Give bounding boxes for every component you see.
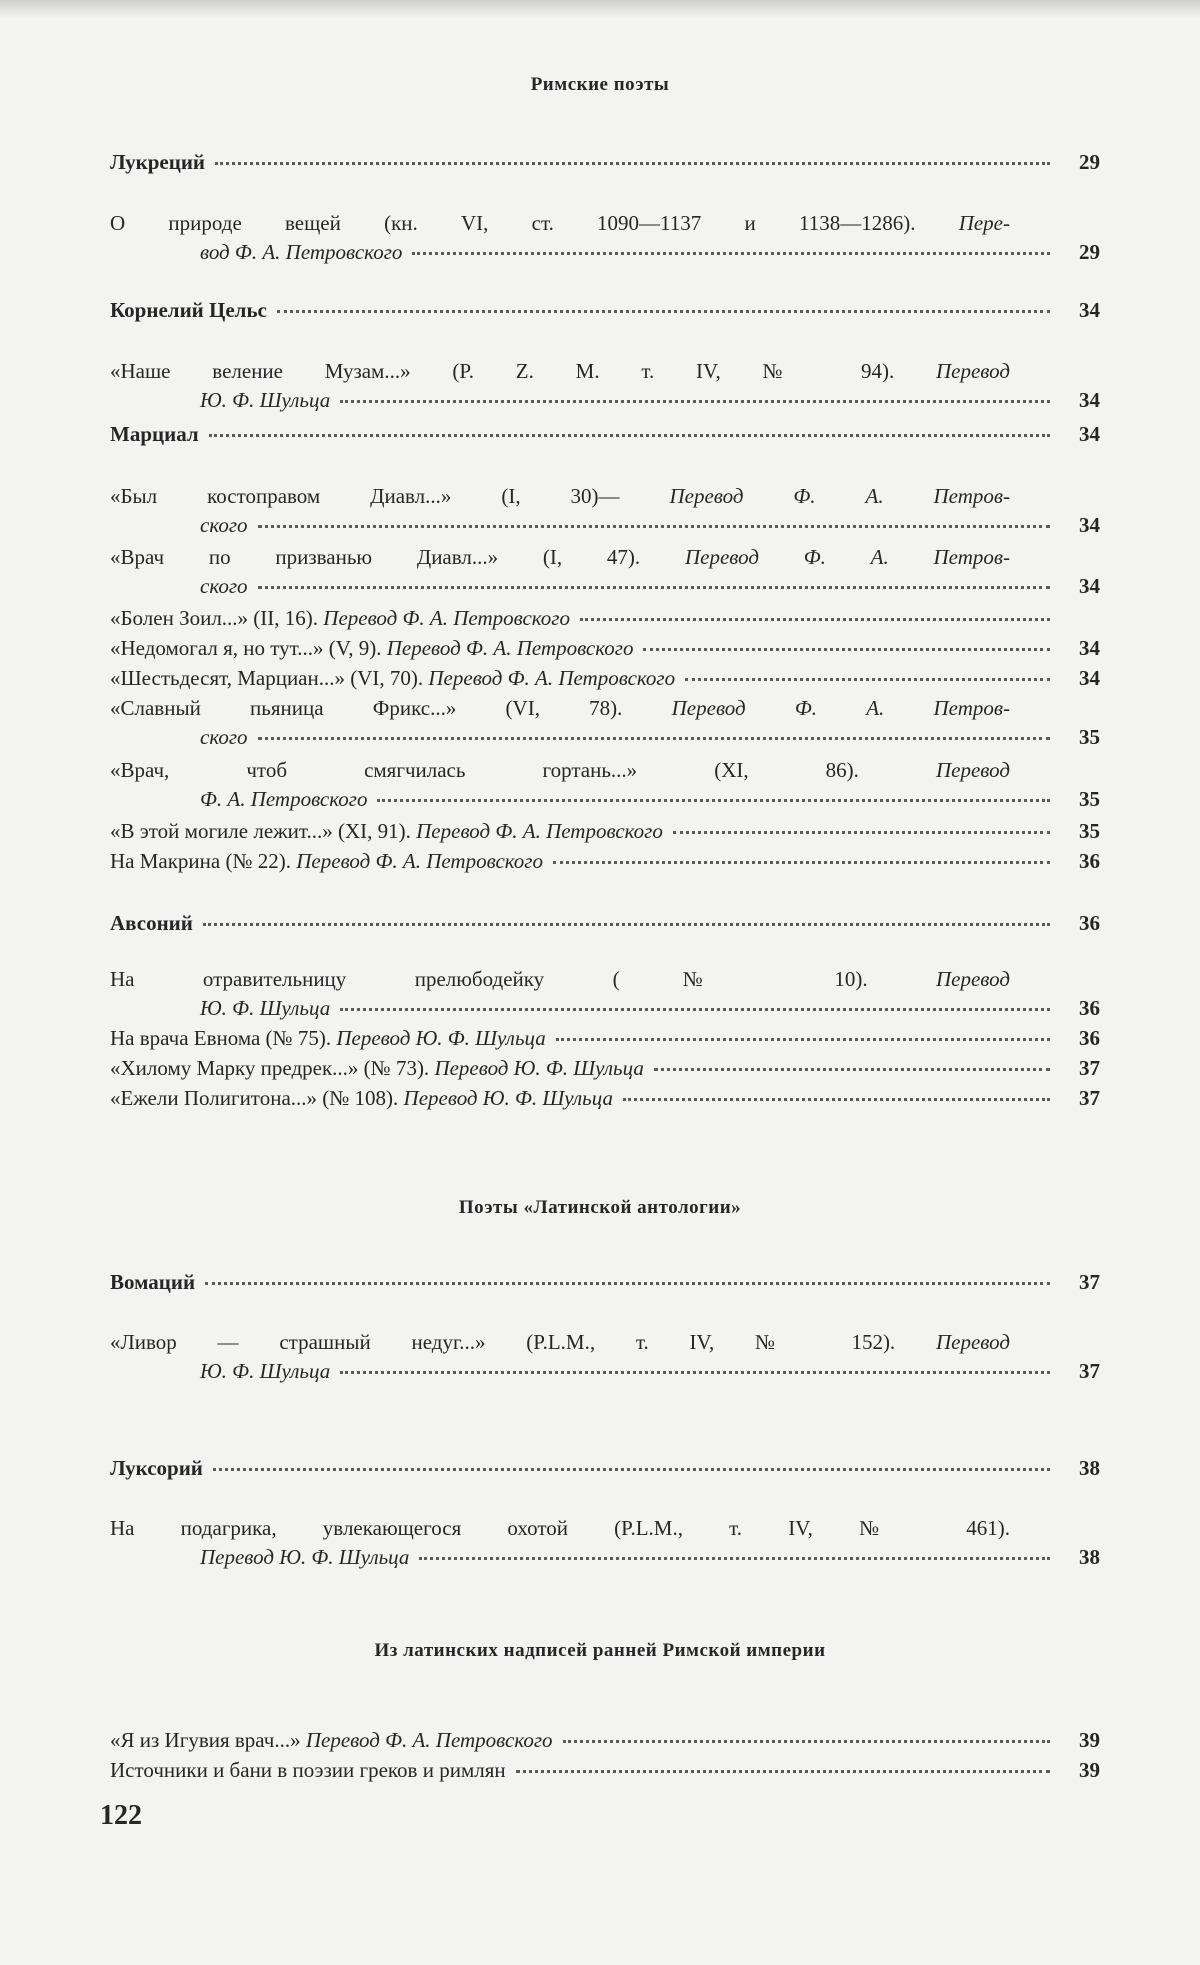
page-ref: 35 <box>1079 819 1100 843</box>
author-name: Корнелий Цельс <box>110 298 267 322</box>
author-name: Марциал <box>110 422 199 446</box>
page-ref: 38 <box>1079 1456 1100 1480</box>
translator-credit: Перевод Ю. Ф. Шульца <box>403 1086 613 1110</box>
toc-entry-line: «Врач по призванью Диавл...» (I, 47). Перевод Ф. А. Петров- <box>110 545 1010 569</box>
translator-credit: Перевод Ф. А. Петров- <box>671 696 1010 720</box>
toc-entry-row <box>200 1543 1100 1572</box>
page-ref: 39 <box>1079 1728 1100 1752</box>
toc-entry-row <box>200 238 1100 267</box>
dot-leader <box>623 1081 1050 1101</box>
page-ref: 37 <box>1079 1056 1100 1080</box>
entry-title: На врача Евнома (№ 75). Перевод Ю. Ф. Шульца <box>110 1026 546 1050</box>
scan-edge-shadow <box>0 0 1200 18</box>
dot-leader <box>277 293 1050 313</box>
page-ref: 35 <box>1079 725 1100 749</box>
toc-author-row <box>110 296 1100 325</box>
dot-leader <box>654 1051 1050 1071</box>
dot-leader <box>258 720 1050 740</box>
dot-leader <box>203 906 1050 926</box>
translator-credit: Перевод <box>936 758 1010 782</box>
page-ref: 34 <box>1079 574 1100 598</box>
page-ref: 29 <box>1079 150 1100 174</box>
toc-entry-line: «Был костоправом Диавл...» (I, 30)— Перевод Ф. А. Петров- <box>110 484 1010 508</box>
translator-credit: Перевод Ф. А. Петров- <box>684 545 1010 569</box>
translator-credit: Ю. Ф. Шульца <box>200 388 331 412</box>
toc-entry-row <box>110 847 1100 876</box>
translator-credit: Перевод Ф. А. Петровского <box>296 849 543 873</box>
toc-entry-row <box>110 1084 1100 1113</box>
toc-entry-line: «Славный пьяница Фрикс...» (VI, 78). Перевод Ф. А. Петров- <box>110 696 1010 720</box>
translator-credit: Пере- <box>958 211 1010 235</box>
toc-author-row <box>110 909 1100 938</box>
dot-leader <box>209 417 1050 437</box>
translator-credit: ского <box>200 574 248 598</box>
dot-leader <box>258 569 1050 589</box>
entry-title: «Шестьдесят, Марциан...» (VI, 70). Перевод Ф. А. Петровского <box>110 666 676 690</box>
toc-author-row <box>110 148 1100 177</box>
toc-entry-row <box>200 572 1100 601</box>
page-ref: 37 <box>1079 1270 1100 1294</box>
toc-entry-row <box>200 785 1100 814</box>
toc-author-row <box>110 1454 1100 1483</box>
translator-credit: Перевод Ф. А. Петровского <box>305 1728 553 1752</box>
toc-entry-line: О природе вещей (кн. VI, ст. 1090—1137 и 1138—1286). Пере- <box>110 211 1010 235</box>
translator-credit: Перевод Ю. Ф. Шульца <box>434 1056 644 1080</box>
toc-entry-row <box>110 1024 1100 1053</box>
dot-leader <box>580 601 1050 621</box>
toc-entry-line: На подагрика, увлекающегося охотой (P.L.M., т. IV, № 461). <box>110 1516 1010 1540</box>
page-ref: 35 <box>1079 787 1100 811</box>
translator-credit: вод Ф. А. Петровского <box>200 240 403 264</box>
translator-credit: Перевод Ю. Ф. Шульца <box>336 1026 546 1050</box>
page-ref: 34 <box>1079 636 1100 660</box>
page-ref: 29 <box>1079 240 1100 264</box>
page-ref: 34 <box>1079 666 1100 690</box>
dot-leader <box>419 1540 1050 1560</box>
dot-leader <box>556 1021 1050 1041</box>
page-ref: 37 <box>1079 1359 1100 1383</box>
toc-entry-row <box>110 1756 1100 1785</box>
entry-title: «Ежели Полигитона...» (№ 108). Перевод Ю. Ф. Шульца <box>110 1086 613 1110</box>
page-ref: 36 <box>1079 996 1100 1020</box>
section-title: Поэты «Латинской антологии» <box>458 1197 742 1218</box>
toc-entry-line: «Ливор — страшный недуг...» (P.L.M., т. IV, № 152). Перевод <box>110 1330 1010 1354</box>
dot-leader <box>205 1265 1050 1285</box>
entry-title: «В этой могиле лежит...» (XI, 91). Перевод Ф. А. Петровского <box>110 819 663 843</box>
page-ref: 36 <box>1079 1026 1100 1050</box>
dot-leader <box>377 782 1050 802</box>
dot-leader <box>340 383 1050 403</box>
page-number: 122 <box>100 1800 142 1831</box>
toc-entry-row <box>200 994 1100 1023</box>
author-name: Лукреций <box>110 150 206 174</box>
dot-leader <box>215 145 1050 165</box>
translator-credit: Перевод Ф. А. Петровского <box>323 606 570 630</box>
translator-credit: ского <box>200 513 248 537</box>
dot-leader <box>412 235 1050 255</box>
page-ref: 36 <box>1079 849 1100 873</box>
translator-credit: Перевод <box>936 359 1010 383</box>
dot-leader <box>258 508 1050 528</box>
toc-entry-row <box>110 634 1100 663</box>
page-ref: 34 <box>1079 513 1100 537</box>
translator-credit: Перевод Ф. А. Петровского <box>428 666 676 690</box>
translator-credit: Ю. Ф. Шульца <box>200 1359 331 1383</box>
entry-title: «Недомогал я, но тут...» (V, 9). Перевод Ф. А. Петровского <box>110 636 634 660</box>
toc-entry-row <box>200 723 1100 752</box>
translator-credit: Перевод Ф. А. Петров- <box>669 484 1010 508</box>
page-ref: 36 <box>1079 911 1100 935</box>
toc-entry-row <box>110 664 1100 693</box>
author-name: Луксорий <box>110 1456 203 1480</box>
toc-entry-line: «Наше веление Музам...» (P. Z. M. т. IV, № 94). Перевод <box>110 359 1010 383</box>
entry-title: «Болен Зоил...» (II, 16). Перевод Ф. А. Петровского <box>110 606 570 630</box>
page-ref: 37 <box>1079 1086 1100 1110</box>
toc-entry-line: На отравительницу прелюбодейку (№ 10). Перевод <box>110 967 1010 991</box>
toc-author-row <box>110 420 1100 449</box>
page-ref: 34 <box>1079 422 1100 446</box>
translator-credit: Ю. Ф. Шульца <box>200 996 331 1020</box>
dot-leader <box>340 1354 1050 1374</box>
dot-leader <box>340 991 1050 1011</box>
toc-author-row <box>110 1268 1100 1297</box>
entry-title: «Я из Игувия врач...» Перевод Ф. А. Петровского <box>110 1728 553 1752</box>
entry-title: «Хилому Марку предрек...» (№ 73). Перевод Ю. Ф. Шульца <box>110 1056 644 1080</box>
translator-credit: Перевод Ю. Ф. Шульца <box>200 1545 410 1569</box>
toc-entry-row <box>110 817 1100 846</box>
entry-title: На Макрина (№ 22). Перевод Ф. А. Петровского <box>110 849 543 873</box>
dot-leader <box>516 1753 1050 1773</box>
entry-title: Источники и бани в поэзии греков и римлян <box>110 1758 506 1782</box>
dot-leader <box>673 814 1050 834</box>
toc-entry-row <box>200 1357 1100 1386</box>
toc-entry-row <box>110 1054 1100 1083</box>
page-ref: 39 <box>1079 1758 1100 1782</box>
toc-entry-line: «Врач, чтоб смягчилась гортань...» (XI, 86). Перевод <box>110 758 1010 782</box>
translator-credit: Перевод <box>936 1330 1010 1354</box>
toc-entry-row <box>110 604 1100 633</box>
dot-leader <box>685 661 1050 681</box>
translator-credit: Перевод Ф. А. Петровского <box>416 819 663 843</box>
dot-leader <box>213 1451 1050 1471</box>
dot-leader <box>643 631 1050 651</box>
section-title: Римские поэты <box>530 74 670 95</box>
toc-entry-row <box>110 1726 1100 1755</box>
toc-entry-row <box>200 386 1100 415</box>
section-title: Из латинских надписей ранней Римской империи <box>374 1640 826 1661</box>
page-ref: 34 <box>1079 388 1100 412</box>
translator-credit: Перевод <box>936 967 1010 991</box>
page-ref: 38 <box>1079 1545 1100 1569</box>
translator-credit: ского <box>200 725 248 749</box>
author-name: Авсоний <box>110 911 193 935</box>
page-ref: 34 <box>1079 298 1100 322</box>
translator-credit: Перевод Ф. А. Петровского <box>386 636 634 660</box>
toc-entry-row <box>200 511 1100 540</box>
dot-leader <box>563 1723 1050 1743</box>
author-name: Вомаций <box>110 1270 196 1294</box>
dot-leader <box>553 844 1050 864</box>
translator-credit: Ф. А. Петровского <box>200 787 368 811</box>
